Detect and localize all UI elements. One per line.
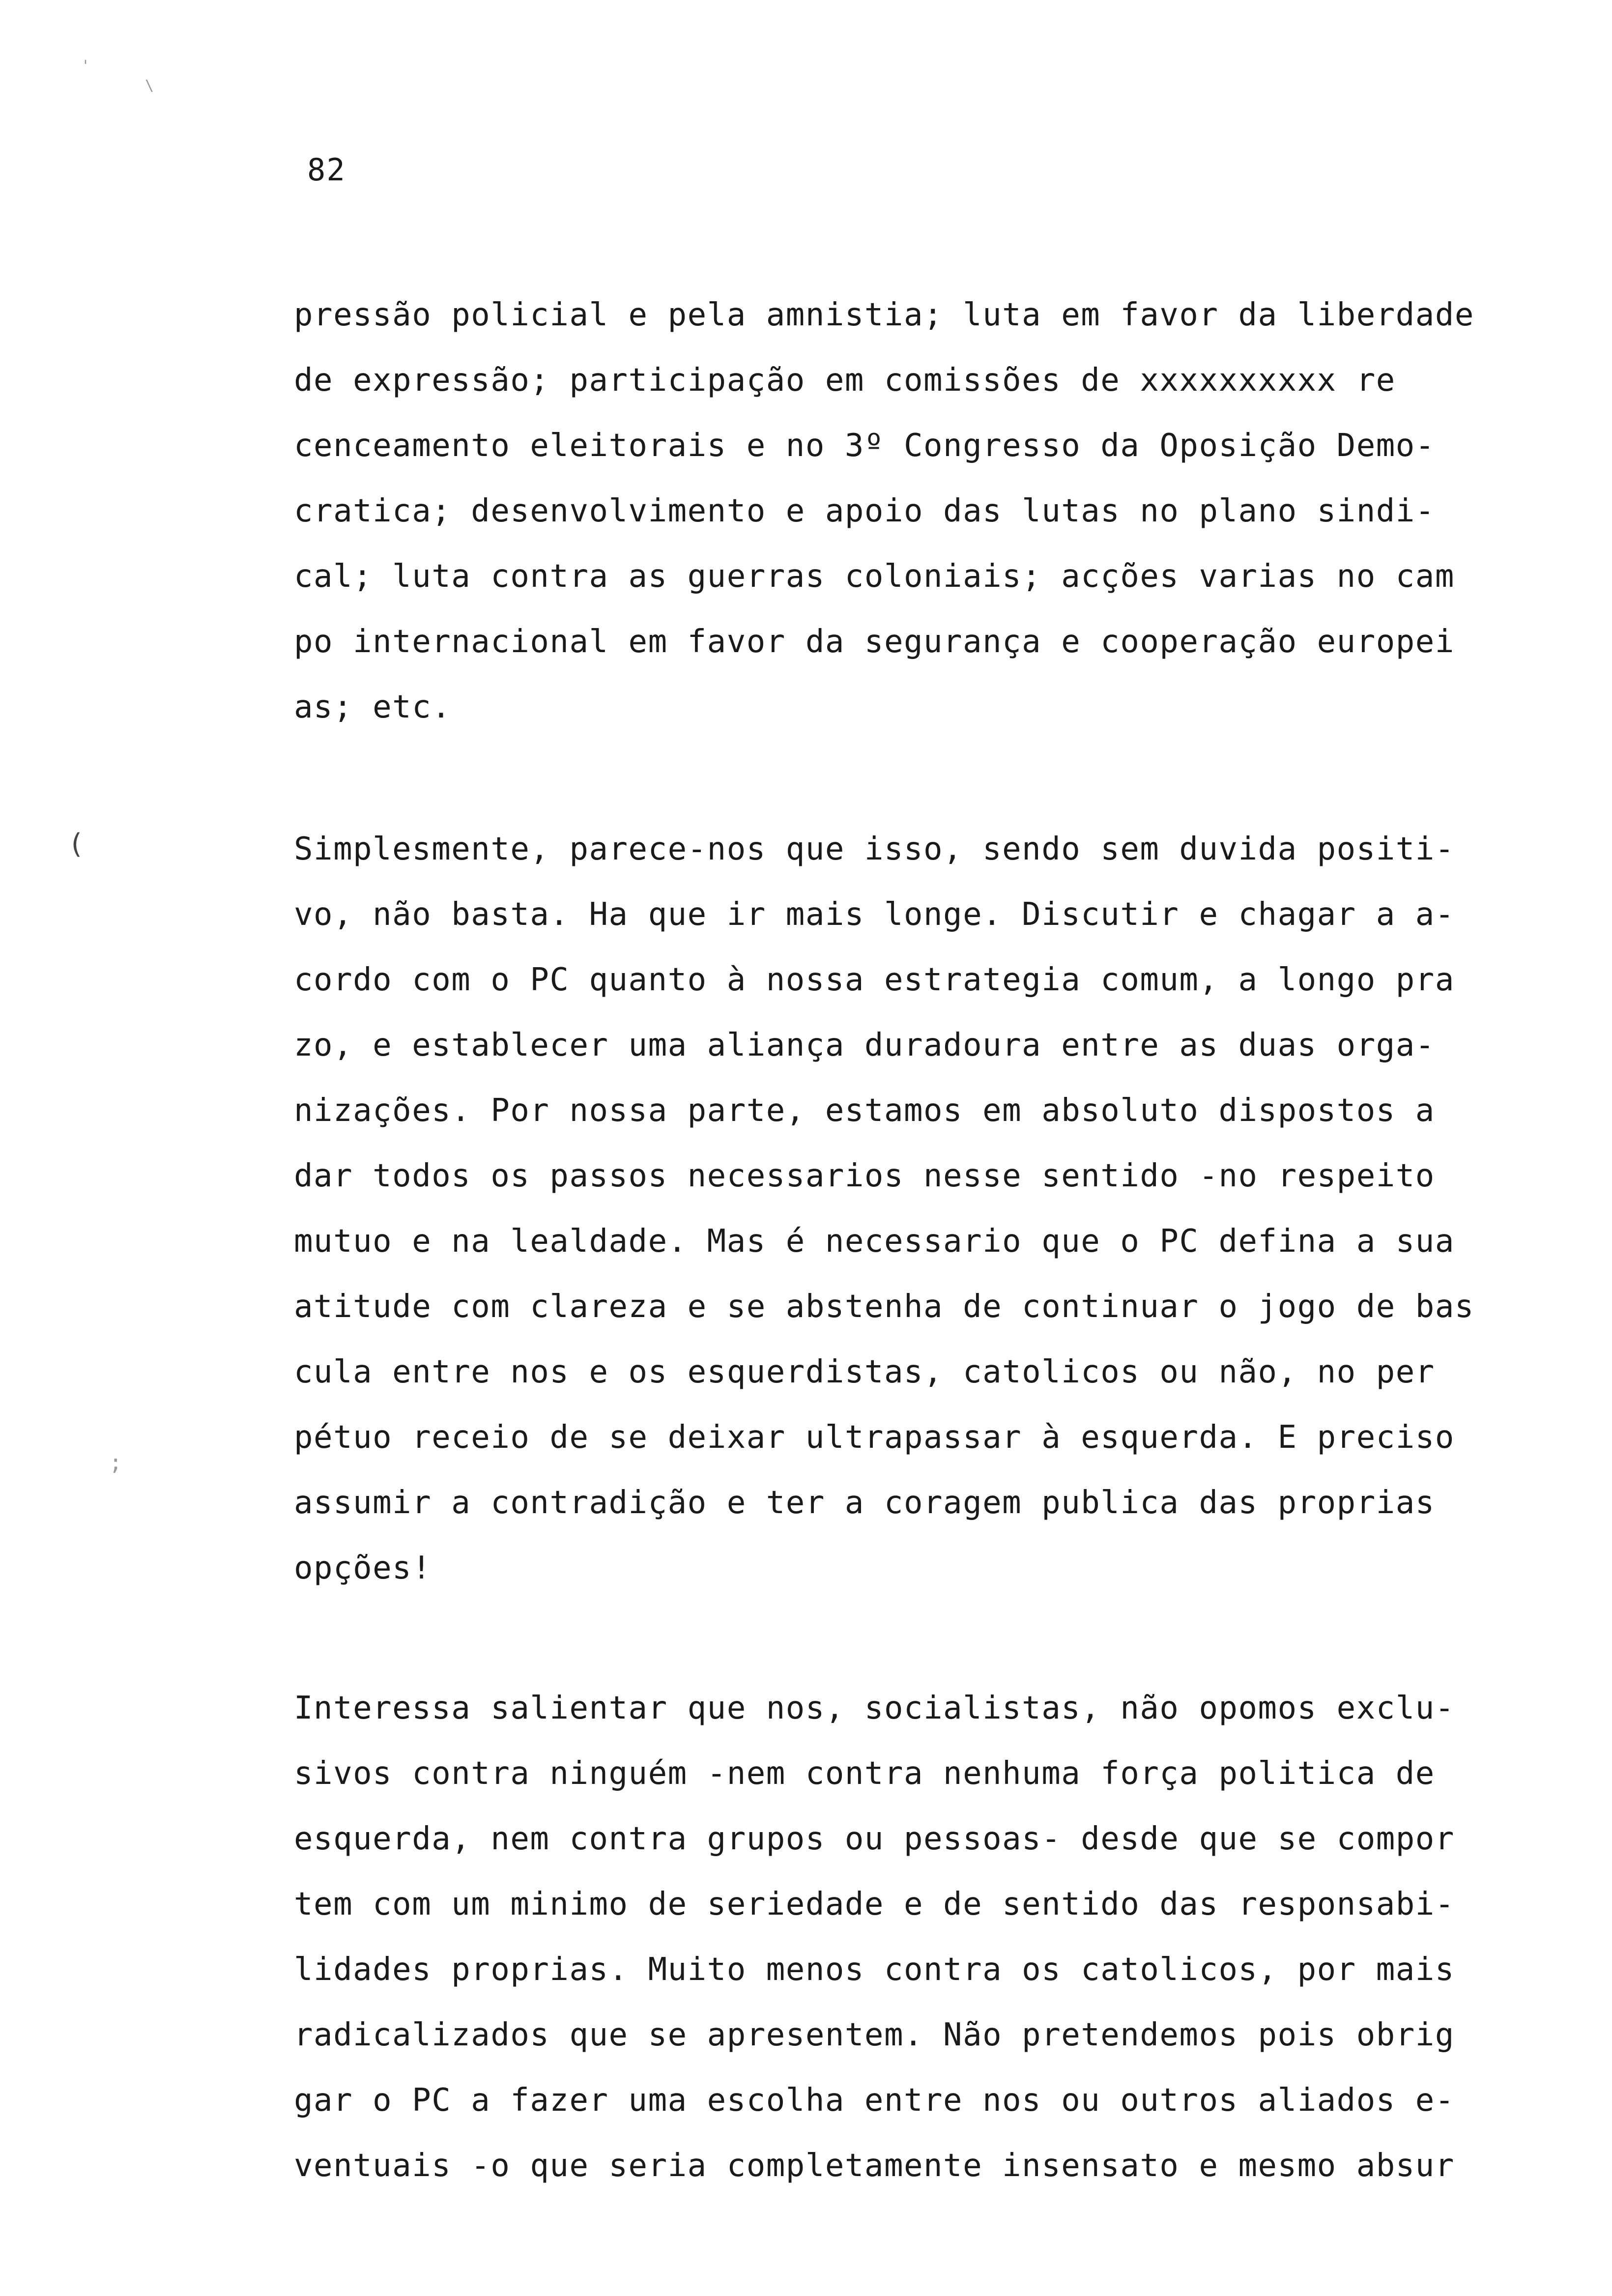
margin-mark: \ bbox=[145, 77, 154, 94]
text-line: vo, não basta. Ha que ir mais longe. Discutir e chagar a a- bbox=[294, 896, 1455, 933]
text-line: radicalizados que se apresentem. Não pretendemos pois obrig bbox=[294, 2017, 1455, 2053]
text-line: esquerda, nem contra grupos ou pessoas- desde que se compor bbox=[294, 1821, 1455, 1857]
page-number: 82 bbox=[307, 152, 346, 188]
text-line: tem com um minimo de seriedade e de sentido das responsabi- bbox=[294, 1886, 1455, 1923]
text-line: pétuo receio de se deixar ultrapassar à esquerda. E preciso bbox=[294, 1419, 1455, 1456]
text-line: cula entre nos e os esquerdistas, catolicos ou não, no per bbox=[294, 1354, 1435, 1390]
text-line: ventuais -o que seria completamente insensato e mesmo absur bbox=[294, 2148, 1455, 2184]
margin-mark: ' bbox=[81, 57, 90, 75]
text-line: cenceamento eleitorais e no 3º Congresso da Oposição Demo- bbox=[294, 428, 1435, 464]
text-line: atitude com clareza e se abstenha de continuar o jogo de bas bbox=[294, 1289, 1474, 1325]
text-line: Interessa salientar que nos, socialistas, não opomos exclu- bbox=[294, 1690, 1455, 1726]
text-line: zo, e establecer uma aliança duradoura entre as duas orga- bbox=[294, 1027, 1435, 1063]
text-line: dar todos os passos necessarios nesse sentido -no respeito bbox=[294, 1158, 1455, 1194]
text-line: gar o PC a fazer uma escolha entre nos ou outros aliados e- bbox=[294, 2082, 1455, 2119]
text-line: Simplesmente, parece-nos que isso, sendo sem duvida positi- bbox=[294, 831, 1455, 867]
text-line: sivos contra ninguém -nem contra nenhuma força politica de bbox=[294, 1755, 1435, 1792]
margin-mark: ; bbox=[109, 1450, 122, 1475]
text-line: cal; luta contra as guerras coloniais; acções varias no cam bbox=[294, 558, 1455, 595]
text-line: de expressão; participação em comissões de xxxxxxxxxx re bbox=[294, 362, 1396, 399]
text-line: cordo com o PC quanto à nossa estrategia comum, a longo pra bbox=[294, 962, 1455, 998]
paragraph bbox=[294, 817, 1483, 1601]
text-line: assumir a contradição e ter a coragem publica das proprias bbox=[294, 1485, 1435, 1521]
text-line: cratica; desenvolvimento e apoio das lutas no plano sindi- bbox=[294, 493, 1435, 529]
text-line: pressão policial e pela amnistia; luta em favor da liberdade bbox=[294, 297, 1474, 333]
paragraph bbox=[294, 1676, 1483, 2199]
text-line: nizações. Por nossa parte, estamos em absoluto dispostos a bbox=[294, 1092, 1435, 1129]
text-line: opções! bbox=[294, 1550, 432, 1586]
margin-mark: ( bbox=[68, 828, 85, 860]
text-line: lidades proprias. Muito menos contra os catolicos, por mais bbox=[294, 1952, 1455, 1988]
paragraph bbox=[294, 283, 1483, 740]
text-line: mutuo e na lealdade. Mas é necessario que o PC defina a sua bbox=[294, 1223, 1455, 1260]
text-line: as; etc. bbox=[294, 689, 452, 725]
text-line: po internacional em favor da segurança e cooperação europei bbox=[294, 624, 1455, 660]
